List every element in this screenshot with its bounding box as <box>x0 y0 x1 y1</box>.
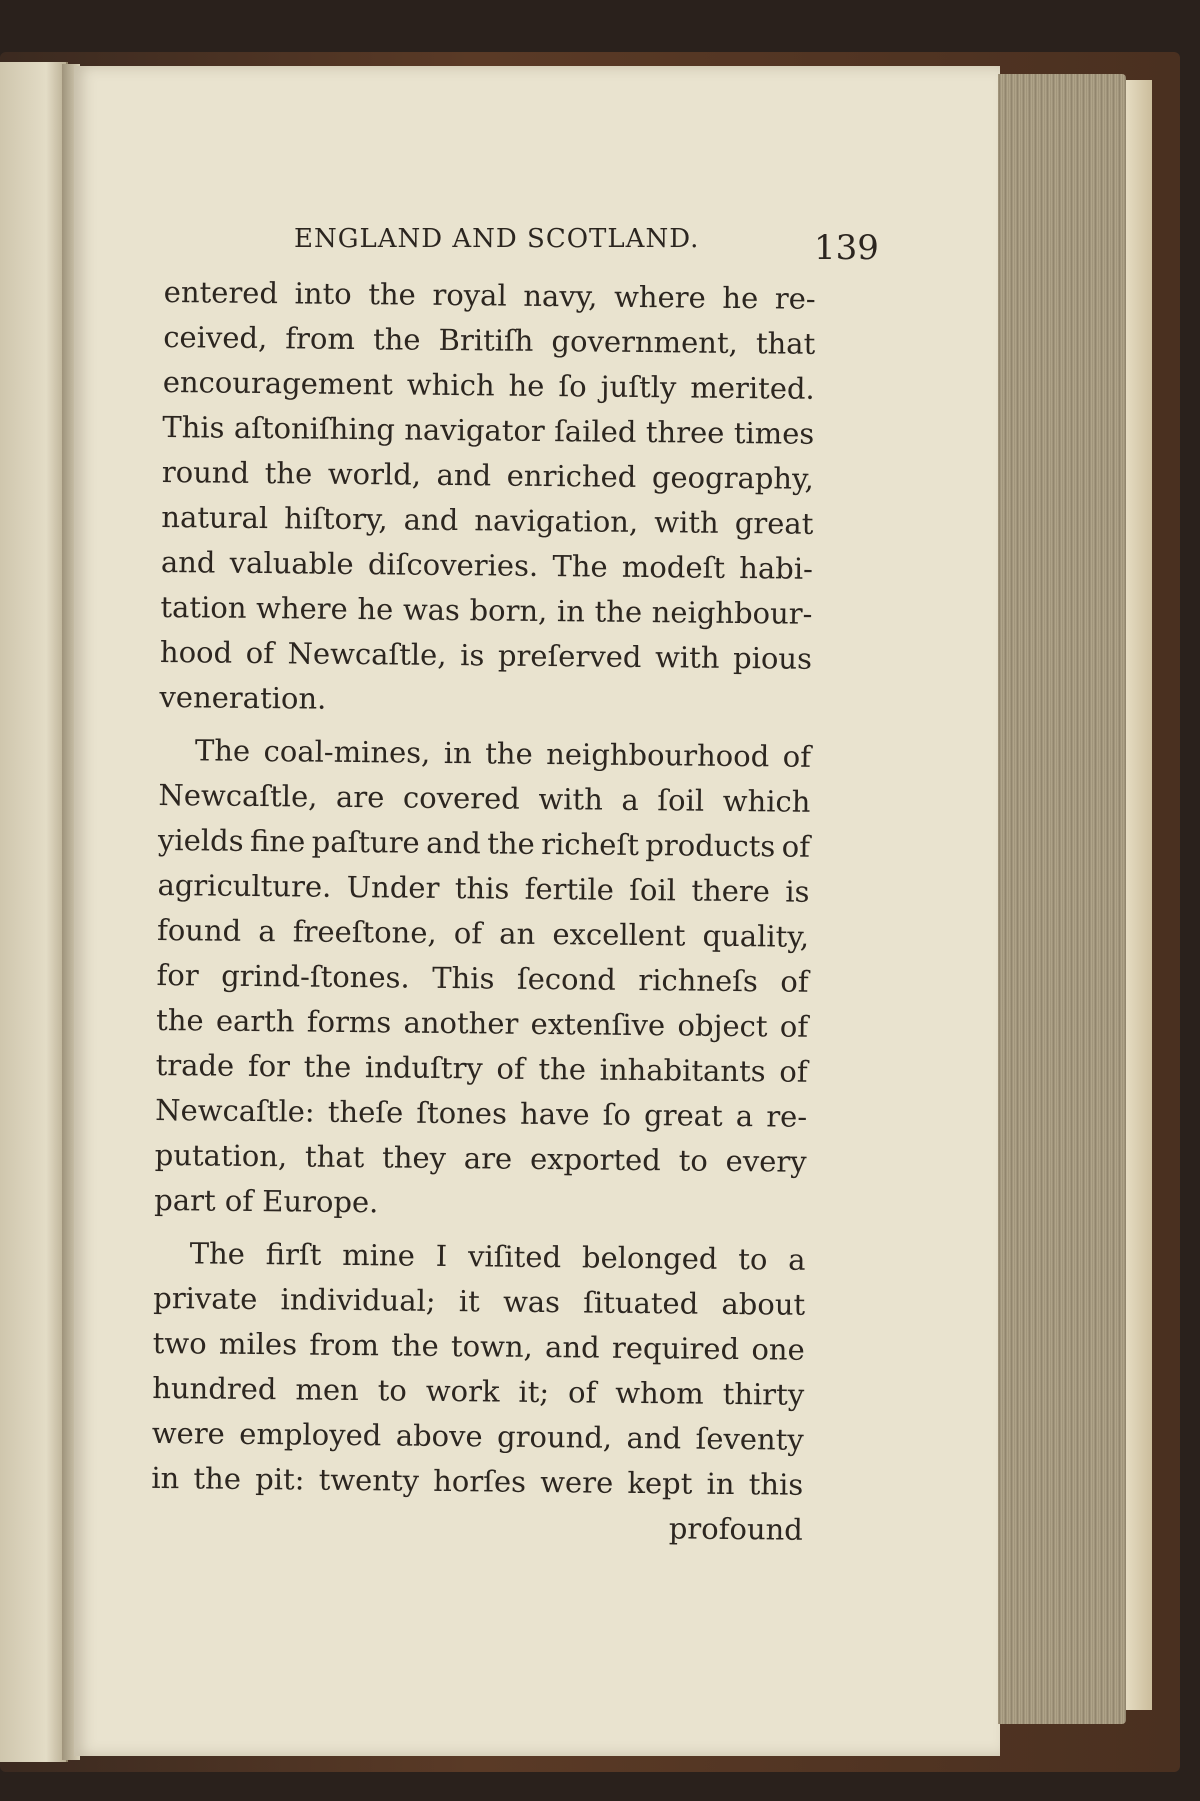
fore-edge-strip <box>1126 80 1152 1710</box>
text-line: two miles from the town, and required one <box>152 1325 805 1367</box>
text-line: were employed above ground, and ſeventy <box>151 1415 804 1457</box>
left-page-edge <box>0 62 68 1762</box>
text-line: hundred men to work it; of whom thirty <box>152 1370 805 1412</box>
text-line: tation where he was born, in the neighbour- <box>160 589 813 631</box>
body-text <box>151 270 816 1553</box>
text-line: Newcaſtle, are covered with a ſoil which <box>158 777 811 819</box>
text-line: putation, that they are exported to every <box>154 1137 807 1179</box>
text-line: private individual; it was ſituated about <box>153 1280 806 1322</box>
text-line: round the world, and enriched geography, <box>161 454 815 496</box>
page-edges <box>998 74 1126 1724</box>
text-line: hood of Newcaſtle, is preſerved with pious <box>159 634 813 676</box>
running-head: ENGLAND AND SCOTLAND. <box>294 224 700 254</box>
text-line: for grind-ſtones. This ſecond richneſs of <box>156 957 809 999</box>
text-line: entered into the royal navy, where he re- <box>163 274 816 316</box>
text-line: ceived, from the Britiſh government, that <box>163 319 816 361</box>
page-number: 139 <box>814 228 879 268</box>
text-line: in the pit: twenty horſes were kept in this <box>151 1460 804 1502</box>
text-line: found a freeſtone, of an excellent quality, <box>156 912 810 954</box>
catchword: profound <box>668 1511 804 1547</box>
text-line: and valuable diſcoveries. The modeſt habi- <box>160 544 814 586</box>
text-line: veneration. <box>159 679 327 716</box>
text-line: part of Europe. <box>154 1182 379 1220</box>
text-line: agriculture. Under this fertile ſoil there is <box>157 867 810 909</box>
text-line: encouragement which he ſo juſtly merited. <box>162 364 815 406</box>
text-line: The firſt mine I viſited belonged to a <box>189 1236 806 1277</box>
text-line: This aſtoniſhing navigator ſailed three times <box>162 409 815 451</box>
text-line: natural hiſtory, and navigation, with great <box>161 499 814 541</box>
text-line: trade for the induſtry of the inhabitants of <box>155 1047 808 1089</box>
text-line: the earth forms another extenſive object of <box>155 1002 809 1044</box>
text-line: yields fine paſture and the richeſt products of <box>157 822 811 864</box>
text-line: Newcaſtle: theſe ſtones have ſo great a re- <box>155 1092 808 1134</box>
text-line: The coal-mines, in the neighbourhood of <box>194 733 812 774</box>
